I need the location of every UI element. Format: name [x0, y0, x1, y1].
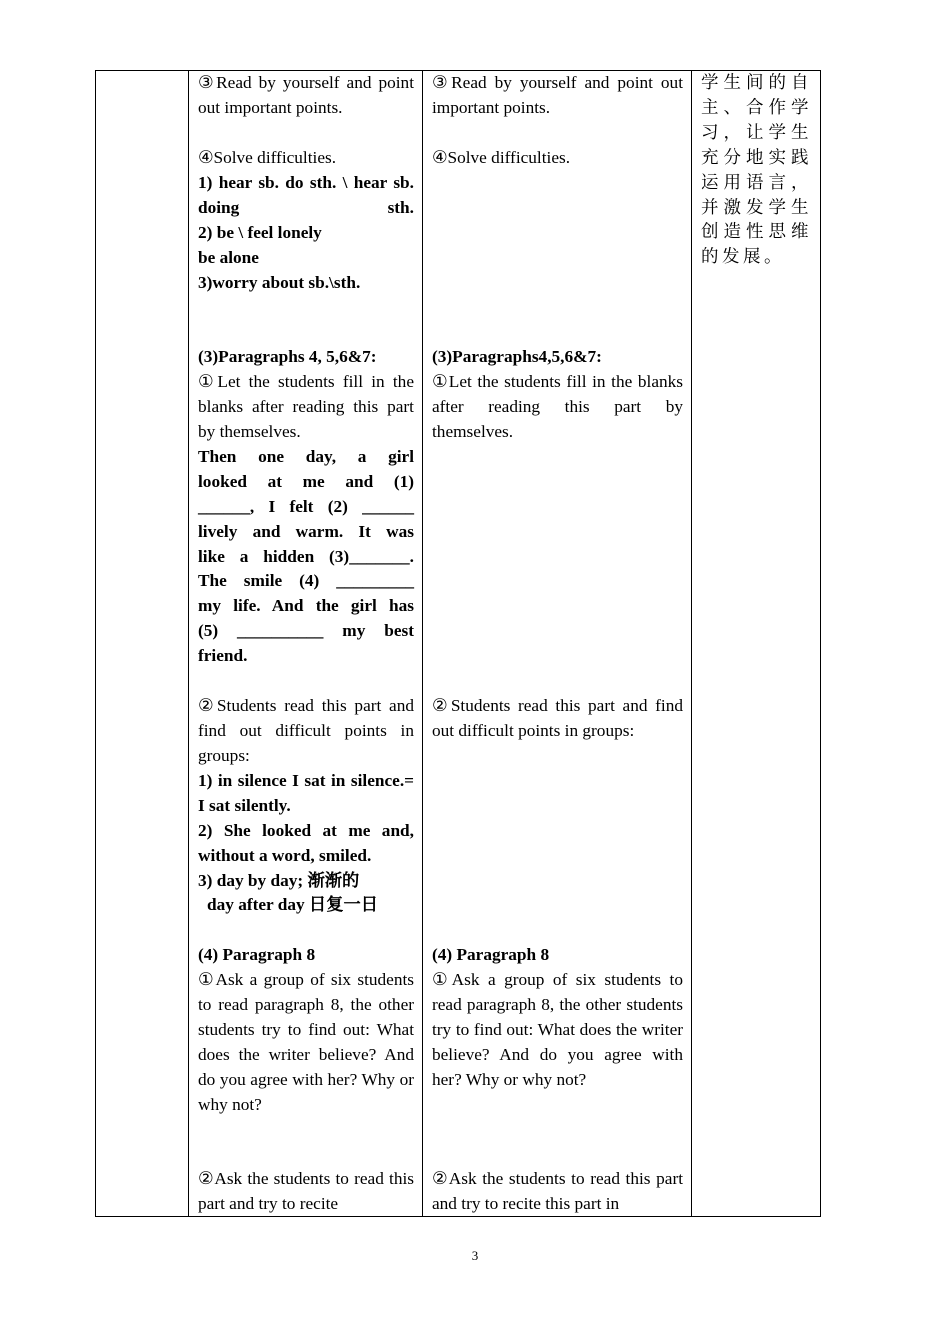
section-task: ②Ask the students to read this part and try to recite this part in	[432, 1169, 683, 1213]
phrase-item: 2) She looked at me and, without a word, smiled.	[198, 821, 414, 865]
column-stage	[96, 71, 189, 1217]
cloze-line: looked at me and (1)	[198, 472, 414, 491]
section-task: ①Ask a group of six students to read paragraph 8, the other students try to find out: What does the writer believe? And do you agree with her? Why or why not?	[432, 970, 683, 1089]
section-task: ②Students read this part and find out difficult points in groups:	[432, 696, 683, 740]
cloze-line: The smile (4) _________	[198, 571, 414, 590]
lesson-table	[95, 70, 821, 1217]
cloze-line: ______, I felt (2) ______	[198, 497, 414, 516]
section-task: ①Let the students fill in the blanks after reading this part by themselves.	[432, 372, 683, 441]
step-read-yourself: ③Read by yourself and point out important points.	[432, 73, 683, 117]
cloze-line: friend.	[198, 646, 248, 665]
phrase-item: 1) in silence I sat in silence.= I sat silently.	[198, 771, 414, 815]
phrase-item: 3)worry about sb.\sth.	[198, 273, 361, 292]
step-solve-difficulties: ④Solve difficulties.	[432, 148, 571, 167]
cloze-line: lively and warm. It was	[198, 522, 414, 541]
cloze-line: my life. And the girl has	[198, 596, 414, 615]
step-solve-difficulties: ④Solve difficulties.	[198, 148, 337, 167]
section-title: (3)Paragraphs 4, 5,6&7:	[198, 347, 377, 366]
column-design-intent	[692, 71, 821, 1217]
section-title: (4) Paragraph 8	[198, 945, 316, 964]
column-student-activity	[423, 71, 692, 1217]
design-note: 学生间的自主、合作学习，让学生充分地实践运用语言，并激发学生创造性思维的发展。	[701, 73, 812, 268]
section-title: (4) Paragraph 8	[432, 945, 550, 964]
phrase-item: be alone	[198, 248, 259, 267]
phrase-item: day after day 日复一日	[207, 895, 379, 914]
page-number: 3	[471, 1248, 479, 1263]
column-teacher-activity	[189, 71, 423, 1217]
section-task: ②Ask the students to read this part and try to recite	[198, 1169, 414, 1213]
table-row	[96, 71, 821, 1217]
section-task: ①Let the students fill in the blanks after reading this part by themselves.	[198, 372, 414, 441]
section-task: ①Ask a group of six students to read paragraph 8, the other students try to find out: What does the writer believe? And do you agree with her? Why or why not?	[198, 970, 414, 1114]
section-task: ②Students read this part and find out difficult points in groups:	[198, 696, 414, 765]
step-read-yourself: ③Read by yourself and point out important points.	[198, 73, 414, 117]
section-title: (3)Paragraphs4,5,6&7:	[432, 347, 602, 366]
cloze-line: Then one day, a girl	[198, 447, 414, 466]
cloze-line: (5) __________ my best	[198, 621, 414, 640]
phrase-item: 2) be \ feel lonely	[198, 223, 322, 242]
phrase-item: 3) day by day; 渐渐的	[198, 871, 360, 890]
cloze-line: like a hidden (3)_______.	[198, 547, 414, 566]
phrase-item: 1) hear sb. do sth. \ hear sb. doing sth.	[198, 173, 414, 217]
